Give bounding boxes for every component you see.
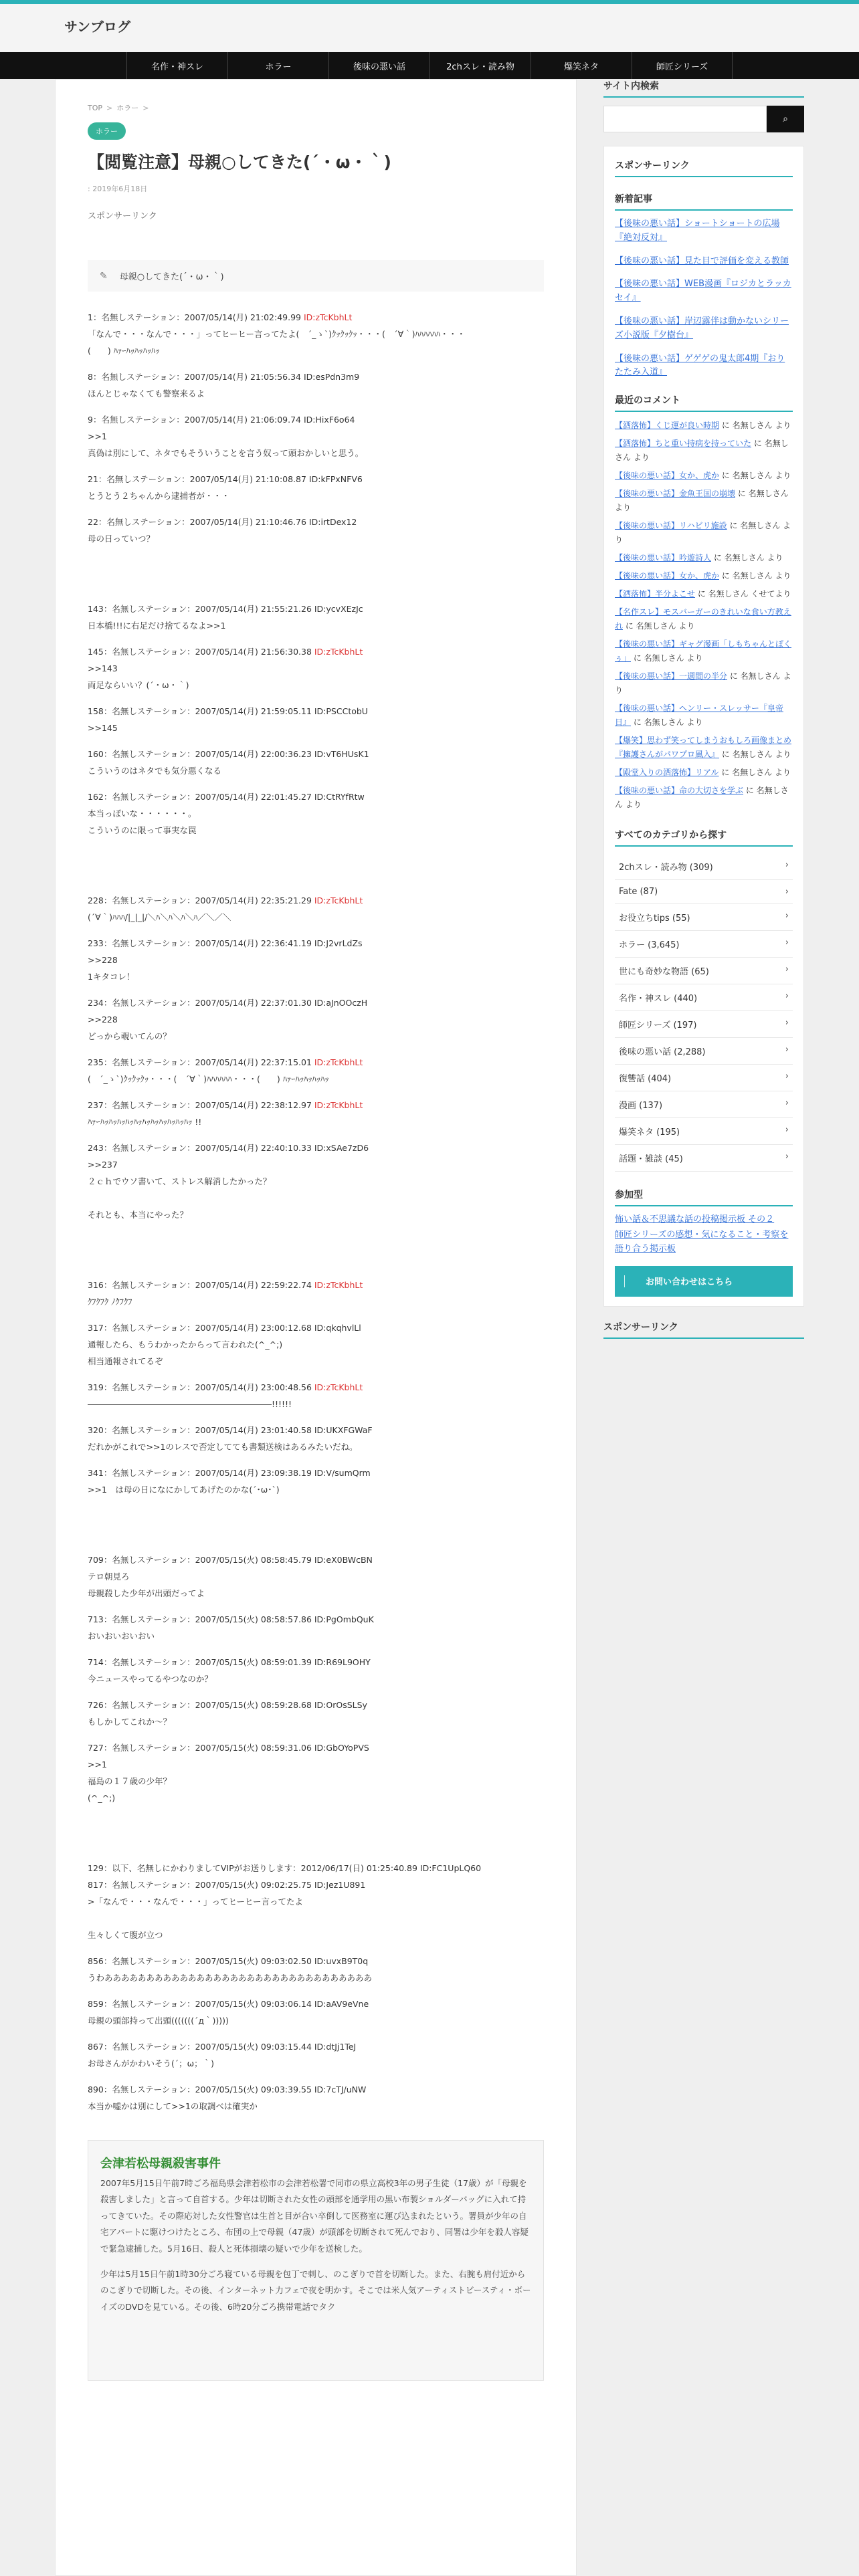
response-header [88,368,544,385]
response [88,1996,544,2029]
comment-author: に 名無しさん より [719,750,791,760]
response-header [88,703,544,720]
response-meta: 890：名無しステーション：2007/05/15(火) 09:03:39.55 [88,2084,314,2095]
response-body: とうとう２ちゃんから逮捕者が・・・ [88,491,230,501]
recent-comment [615,419,793,433]
response-meta: 1：名無しステーション：2007/05/14(月) 21:02:49.99 [88,312,304,322]
response-body: もしかしてこれか～？ [88,1717,172,1727]
comment-article-link[interactable]: 【名作スレ】モスバーガーのきれいな食い方教えれ [615,607,791,631]
response-meta: 714：名無しステーション：2007/05/15(火) 08:59:01.39 [88,1657,314,1667]
response-header [88,643,544,660]
recent-comment [615,702,793,730]
response-body: 817：名無しステーション：2007/05/15(火) 09:02:25.75 ID:Jez1U891 >「なんで・・・なんで・・・」ってヒーヒー言ってたよ 生々しくて腹が立つ [88,1880,366,1940]
comment-author: に 名無しさん より [615,489,789,513]
recent-comments-title: 最近のコメント [615,393,793,412]
comment-article-link[interactable]: 【殿堂入りの洒落怖】リアル [615,768,719,778]
response-body: >>143 両足ならいい？(´・ω・｀) [88,663,189,690]
post-title: 【閲覧注意】母親○してきた(´・ω・｀) [88,152,391,172]
response-header [88,1379,544,1396]
nav-item[interactable]: 2chスレ・読み物 [430,52,531,79]
category-label: ホラー (3,645) [619,940,680,951]
pencil-icon: ✎ [100,270,108,282]
breadcrumb-separator: > [106,103,113,112]
comment-article-link[interactable]: 【後味の悪い話】ヘンリー・スレッサー『皇帝日』 [615,704,783,728]
response-meta: 233：名無しステーション：2007/05/14(月) 22:36:41.19 [88,938,314,948]
response-header [88,514,544,530]
comment-article-link[interactable]: 【洒落怖】くじ運が良い時期 [615,421,720,431]
response-id: ID:R69L9OHY [314,1657,371,1667]
response-body: >>1 真偽は別にして、ネタでもそういうことを言う奴って頭おかしいと思う。 [88,431,364,458]
response-id: ID:zTcKbhLt [314,895,363,905]
response-body: おいおいおいおい [88,1631,155,1641]
response-id: ID:PSCCtobU [314,706,368,716]
response-id: ID:J2vrLdZs [314,938,363,948]
response-header [88,411,544,428]
comment-author: に 名無しさん より [615,786,789,810]
response-id: ID:zTcKbhLt [314,1057,363,1067]
category-item[interactable] [615,880,793,904]
summary-heading: 会津若松母親殺害事件 [100,2157,221,2171]
response-meta: 21：名無しステーション：2007/05/14(月) 21:10:08.87 [88,474,309,484]
response-body: (´∀｀)ﾊﾊﾊ/|_|_|/＼ﾊ＼ﾊ＼ﾊ＼ﾊ／＼／＼ [88,912,231,922]
response-header [88,2081,544,2098]
recent-comment [615,637,793,665]
nav-item[interactable]: 爆笑ネタ [531,52,632,79]
nav-item[interactable]: 後味の悪い話 [328,52,430,79]
response [88,1319,544,1370]
response-header [88,2038,544,2055]
comment-author: に 名無しさん より [719,471,791,481]
response-id: ID:zTcKbhLt [314,647,363,657]
chevron-right-icon: › [785,1018,789,1029]
category-list [615,853,793,1172]
response-id: ID:ycvXEzJc [314,604,363,614]
response-header [88,1422,544,1438]
recent-comment [615,437,793,465]
response [88,892,544,926]
response-id: ID:zTcKbhLt [314,1100,363,1110]
search-title: サイト内検索 [603,79,804,98]
response [88,1422,544,1455]
recent-comment [615,487,793,515]
response [88,703,544,736]
response-id: ID:V/sumQrm [314,1468,371,1478]
new-article-link[interactable]: 【後味の悪い話】WEB漫画『ロジカとラッカセイ』 [615,279,791,304]
categories-title: すべてのカテゴリから探す [615,828,793,847]
main-article [55,79,577,2576]
response [88,746,544,779]
category-item[interactable] [615,853,793,880]
search-input[interactable] [603,106,767,132]
response-id: ID:irtDex12 [308,517,357,527]
recent-comment [615,569,793,583]
comment-author: に 名無しさん より [719,571,791,581]
response-header [88,1054,544,1071]
search-widget [603,79,804,132]
response [88,1097,544,1130]
response [88,411,544,461]
category-item[interactable] [615,1065,793,1091]
response [88,1277,544,1310]
response-body: ﾊｧｰﾊｯﾊｯﾊｯﾊｯﾊｯﾊｯﾊｯﾊｯﾊｯﾊｯﾊｯ !! [88,1117,202,1127]
category-item[interactable] [615,984,793,1011]
category-badge[interactable]: ホラー [88,122,126,140]
recent-comment [615,669,793,697]
response-body: >>237 ２ｃｈでウソ書いて、ストレス解消したかった？ それとも、本当にやった？ [88,1160,272,1220]
comment-author: に 名無しさん より [631,653,703,663]
response-meta: 727：名無しステーション：2007/05/15(火) 08:59:31.06 [88,1743,314,1753]
comment-article-link[interactable]: 【爆笑】思わず笑ってしまうおもしろ画像まとめ『擁護さんがパワプロ風入』 [615,736,792,760]
category-label: 世にも奇妙な物語 (65) [619,967,709,978]
response [88,1140,544,1223]
response [88,471,544,504]
category-label: 爆笑ネタ (195) [619,1128,680,1138]
sponsor-label: スポンサーリンク [88,211,157,221]
response-body: 本当っぽいな・・・・・・。 こういうのに限って事実な罠 [88,809,197,835]
breadcrumb [88,102,544,113]
response-meta: 160：名無しステーション：2007/05/14(月) 22:00:36.23 [88,749,314,759]
category-label: 名作・神スレ (440) [619,994,698,1004]
response-id: ID:xSAe7zD6 [314,1143,369,1153]
response-header [88,1465,544,1481]
recent-comment [615,734,793,762]
response-meta: 341：名無しステーション：2007/05/14(月) 23:09:38.19 [88,1468,314,1478]
recent-comment [615,766,793,780]
response-body: 日本橋!!!に右足だけ捨てるなよ>>1 [88,621,226,631]
response-id: ID:FC1UpLQ60 [419,1863,482,1873]
response-id: ID:CtRYfRtw [314,792,365,802]
response-id: ID:zTcKbhLt [303,312,353,322]
response [88,514,544,547]
category-label: 師匠シリーズ (197) [619,1021,697,1031]
new-articles-title: 新着記事 [615,192,793,211]
response-id: ID:eX0BWcBN [314,1555,373,1565]
comment-article-link[interactable]: 【後味の悪い話】吟遊詩人 [615,553,712,563]
response-id: ID:vT6HUsK1 [314,749,369,759]
category-label: Fate (87) [619,887,658,897]
response-body: 本当か嘘かは別にして>>1の取調べは確実か [88,2101,258,2111]
category-item[interactable] [615,1145,793,1172]
response-meta: 235：名無しステーション：2007/05/14(月) 22:37:15.01 [88,1057,314,1067]
response-body: ――――――――――――――――――――――!!!!!! [88,1399,292,1409]
response-id: ID:esPdn3m9 [303,372,360,382]
response-body: >>1 福島の１７歳の少年？ (^_^;) [88,1759,172,1803]
sidebar [603,79,804,1347]
response-id: ID:OrOsSLSy [314,1700,367,1710]
comment-article-link[interactable]: 【後味の悪い話】女か、虎か [615,571,720,581]
response-body: ( ´_ゝ`)ｸｯｸｯｸｯ・・・( ´∀｀)ﾊﾊﾊﾊﾊﾊ・・・( ) ﾊｧｰﾊｯﾊｯﾊｯﾊｯ [88,1074,329,1084]
global-nav [0,52,859,79]
response-meta: 243：名無しステーション：2007/05/14(月) 22:40:10.33 [88,1143,314,1153]
new-articles-list [615,217,793,380]
response [88,309,544,359]
response-body: こういうのはネタでも気分悪くなる [88,766,222,776]
response-header [88,1140,544,1156]
chevron-right-icon: › [785,1098,789,1109]
chevron-right-icon: › [785,938,789,948]
response [88,1611,544,1644]
response-body: >>1 は母の日になにかしてあげたのかな(´･ω･`) [88,1485,280,1495]
response [88,1697,544,1730]
response-header [88,601,544,617]
response [88,1551,544,1602]
sponsor-title: スポンサーリンク [603,1320,804,1339]
comment-article-link[interactable]: 【後味の悪い話】ギャグ漫画「しもちゃんとぽくぅ」 [615,639,792,663]
response-body: 今ニュースやってるやつなのか？ [88,1674,213,1684]
response-meta: 237：名無しステーション：2007/05/14(月) 22:38:12.97 [88,1100,314,1110]
response-meta: 856：名無しステーション：2007/05/15(火) 09:03:02.50 [88,1956,314,1966]
toc-label: 母親○してきた(´・ω・｀) [119,272,224,282]
table-of-contents[interactable] [88,260,544,292]
site-title[interactable]: サンブログ [64,19,130,35]
response-header [88,1697,544,1713]
response-header [88,1996,544,2012]
search-button[interactable] [767,106,804,132]
board-link[interactable]: 怖い話＆不思議な話の投稿掲示板 その２ [615,1214,775,1225]
response [88,1953,544,1986]
summary-paragraph: 少年は5月15日午前1時30分ごろ寝ている母親を包丁で刺し、のこぎりで首を切断した。また、右腕も肩付近からのこぎりで切断した。その後、インターネット力フェで夜を明かす。そこでは米人気アーティストビースティ・ボーイズのDVDを見ている。その後、6時20分ごろ携帯電話でタク [100,2268,531,2312]
response [88,601,544,634]
chevron-right-icon: › [785,1071,789,1082]
chevron-right-icon: › [785,887,789,897]
new-article-link[interactable]: 【後味の悪い話】見た目で評価を変える教師 [615,255,789,266]
response-meta: 713：名無しステーション：2007/05/15(火) 08:58:57.86 [88,1614,314,1624]
category-label: 2chスレ・読み物 (309) [619,863,713,873]
response-header [88,1654,544,1671]
response-meta: 145：名無しステーション：2007/05/14(月) 21:56:30.38 [88,647,314,657]
response-id: ID:kFPxNFV6 [308,474,363,484]
response-meta: 129：以下、名無しにかわりましてVIPがお送りします：2012/06/17(日) 01:25:40.89 [88,1863,420,1873]
category-item[interactable] [615,1011,793,1038]
comment-article-link[interactable]: 【後味の悪い話】一週間の半分 [615,671,728,681]
new-article-link[interactable]: 【後味の悪い話】ショートショートの広場『絶対反対』 [615,219,780,243]
response-id: ID:7cTJ/uNW [314,2084,367,2095]
response-body: ほんとじゃなくても警察来るよ [88,389,205,399]
breadcrumb-category[interactable]: ホラー [116,104,139,112]
response-header [88,1097,544,1113]
response-id: ID:aJnOOczH [314,998,368,1008]
sidebar-panel [603,146,804,1307]
comment-author: に 名無しさん より [615,521,791,545]
search-icon: ⌕ [783,114,788,124]
category-item[interactable] [615,904,793,931]
category-item[interactable] [615,1118,793,1145]
chevron-right-icon: › [785,964,789,975]
comment-article-link[interactable]: 【後味の悪い話】リハビリ施設 [615,521,727,531]
response [88,935,544,985]
response-body: だれかがこれで>>1のレスで否定してても書類送検はあるみたいだね。 [88,1442,358,1452]
response [88,1054,544,1087]
contact-label: お問い合わせはこちら [646,1277,733,1288]
response-meta: 319：名無しステーション：2007/05/14(月) 23:00:48.56 [88,1382,314,1392]
response-id: ID:UKXFGWaF [314,1425,373,1435]
comment-author: に 名無しさん より [631,718,703,728]
response-meta: 143：名無しステーション：2007/05/14(月) 21:55:21.26 [88,604,314,614]
response-header [88,994,544,1011]
response-header [88,471,544,488]
response-body: >>145 [88,723,118,733]
category-item[interactable] [615,1091,793,1118]
participation-title: 参加型 [615,1188,793,1206]
response-meta: 228：名無しステーション：2007/05/14(月) 22:35:21.29 [88,895,314,905]
comment-article-link[interactable]: 【後味の悪い話】金魚王国の崩壊 [615,489,736,499]
nav-item[interactable]: 名作・神スレ [126,52,227,79]
response-body: お母さんがかわいそう(´；ω；｀) [88,2058,214,2068]
comment-article-link[interactable]: 【洒落怖】ちと重い持病を持っていた [615,439,752,449]
response-header [88,309,544,326]
response-id: ID:uvxB9T0q [314,1956,369,1966]
comment-article-link[interactable]: 【洒落怖】半分よこせ [615,589,696,599]
summary-paragraph: 2007年5月15日午前7時ごろ福島県会津若松市の会津若松署で同市の県立高校3年の男子生徒（17歳）が「母親を殺害しました」と言って自首する。少年は切断された女性の頭部を通学用の黒い布製ショルダーバッグに入れて持ってきていた。その際応対した女性警官は生首と目が合い卒倒して医務室に運び込まれたという。署員が少年の自宅アパートに駆けつけたところ、布団の上で母親（47歳）が頭部を切断されて死んでおり、同署は少年を殺人容疑で緊急逮捕した。5月16日、殺人と死体損壊の疑いで少年を送検した。 [100,2178,529,2254]
response-header [88,788,544,805]
response [88,368,544,402]
response-id: ID:dtJj1TeJ [314,2042,357,2052]
new-article-link[interactable]: 【後味の悪い話】岸辺露伴は動かないシリーズ小説版『夕樹台』 [615,316,789,340]
response-header [88,1953,544,1969]
comment-author: に 名無しさん より [615,671,791,695]
mail-icon [624,1275,636,1287]
chevron-right-icon: › [785,1045,789,1055]
response-meta: 867：名無しステーション：2007/05/15(火) 09:03:15.44 [88,2042,314,2052]
category-label: 漫画 (137) [619,1101,663,1111]
chevron-right-icon: › [785,911,789,922]
response-body: 母親の頭部持って出頭(((((((´д｀))))) [88,2016,229,2026]
comment-author: に 名無しさん より [719,421,791,431]
response-id: ID:qkqhvlLl [314,1323,361,1333]
recent-comment [615,469,793,483]
recent-comments-list [615,419,793,812]
response-meta: 162：名無しステーション：2007/05/14(月) 22:01:45.27 [88,792,314,802]
recent-comment [615,587,793,601]
category-label: 復讐話 (404) [619,1074,672,1085]
response-id: ID:aAV9eVne [314,1999,369,2009]
category-label: 後味の悪い話 (2,288) [619,1047,706,1058]
response-header [88,1551,544,1568]
comment-article-link[interactable]: 【後味の悪い話】命の大切さを学ぶ [615,786,744,796]
response [88,994,544,1045]
chevron-right-icon: › [785,860,789,871]
response-id: ID:zTcKbhLt [314,1382,363,1392]
response-header [88,935,544,952]
response-id: ID:GbOYoPVS [314,1743,369,1753]
response [88,1739,544,1806]
comment-article-link[interactable]: 【後味の悪い話】女か、虎か [615,471,720,481]
recent-comment [615,551,793,565]
category-label: お役立ちtips (55) [619,914,690,924]
response-body: >>228 1キタコレ！ [88,955,135,982]
response-meta: 726：名無しステーション：2007/05/15(火) 08:59:28.68 [88,1700,314,1710]
response-header [88,892,544,909]
nav-item[interactable]: 師匠シリーズ [632,52,733,79]
comment-author: に 名無しさん より [615,439,789,463]
response [88,1860,544,1943]
incident-summary-box [88,2140,544,2381]
response-meta: 320：名無しステーション：2007/05/14(月) 23:01:40.58 [88,1425,314,1435]
response-meta: 709：名無しステーション：2007/05/15(火) 08:58:45.79 [88,1555,314,1565]
category-item[interactable] [615,1038,793,1065]
response-header [88,1739,544,1756]
category-label: 話題・雑談 (45) [619,1154,683,1165]
comment-author: に 名無しさん より [719,768,791,778]
board-link[interactable]: 師匠シリーズの感想・気になること・考察を語り合う掲示板 [615,1229,789,1254]
response-header [88,1611,544,1628]
recent-comment [615,605,793,633]
response [88,2038,544,2072]
response-body: テロ朝見ろ 母親殺した少年が出頭だってよ [88,1572,205,1598]
comment-author: に 名無しさん より [623,621,695,631]
response [88,788,544,839]
post-date: : 2019年6月18日 [88,185,148,193]
response-header [88,746,544,762]
recent-comment [615,784,793,812]
chevron-right-icon: › [785,1152,789,1162]
response-meta: 234：名無しステーション：2007/05/14(月) 22:37:01.30 [88,998,314,1008]
comment-author: に 名無しさん くせてより [695,589,791,599]
breadcrumb-top[interactable]: TOP [88,103,103,112]
category-item[interactable] [615,958,793,984]
response-meta: 9：名無しステーション：2007/05/14(月) 21:06:09.74 [88,415,304,425]
category-item[interactable] [615,931,793,958]
chevron-right-icon: › [785,991,789,1002]
search-form [603,106,804,132]
response-header [88,1860,544,1876]
response [88,2081,544,2115]
response-body: 「なんで・・・なんで・・・」ってヒーヒー言ってたよ( ´_ゝ`)ｸｯｸｯｸｯ・・・( ´∀｀)ﾊﾊﾊﾊﾊﾊ・・・ ( ) ﾊｧｰﾊｯﾊｯﾊｯﾊｯ [88,329,466,356]
recent-comment [615,519,793,547]
breadcrumb-separator: > [142,103,149,112]
nav-item[interactable]: ホラー [227,52,328,79]
response [88,643,544,693]
comment-author: に 名無しさん より [711,553,783,563]
response-header [88,1277,544,1293]
site-header [0,4,859,52]
response-body: 通報したら、もうわかったからって言われた(^_^;) 相当通報されてるぞ [88,1339,283,1366]
response-meta: 859：名無しステーション：2007/05/15(火) 09:03:06.14 [88,1999,314,2009]
response-meta: 317：名無しステーション：2007/05/14(月) 23:00:12.68 [88,1323,314,1333]
response [88,1379,544,1412]
response-meta: 158：名無しステーション：2007/05/14(月) 21:59:05.11 [88,706,314,716]
response [88,1465,544,1498]
sponsor-title: スポンサーリンク [615,158,793,177]
response-header [88,1319,544,1336]
response-id: ID:PgOmbQuK [314,1614,374,1624]
response-body: うわああああああああああああああああああああああああああああああああ [88,1973,373,1983]
response-body: >>228 どっから覗いてんの？ [88,1014,171,1041]
response-body: 母の日っていつ？ [88,534,155,544]
response-list [88,309,544,2115]
response-meta: 22：名無しステーション：2007/05/14(月) 21:10:46.76 [88,517,309,527]
response-id: ID:HixF6o64 [303,415,355,425]
chevron-right-icon: › [785,1125,789,1136]
response-id: ID:zTcKbhLt [314,1280,363,1290]
contact-button[interactable] [615,1266,793,1297]
new-article-link[interactable]: 【後味の悪い話】ゲゲゲの鬼太郎4期『おりたたみ入道』 [615,353,785,378]
response-meta: 8：名無しステーション：2007/05/14(月) 21:05:56.34 [88,372,304,382]
response [88,1654,544,1687]
response-body: ｸﾌｸﾌｸ ﾉｸﾌｸﾌ [88,1297,132,1307]
response-meta: 316：名無しステーション：2007/05/14(月) 22:59:22.74 [88,1280,314,1290]
